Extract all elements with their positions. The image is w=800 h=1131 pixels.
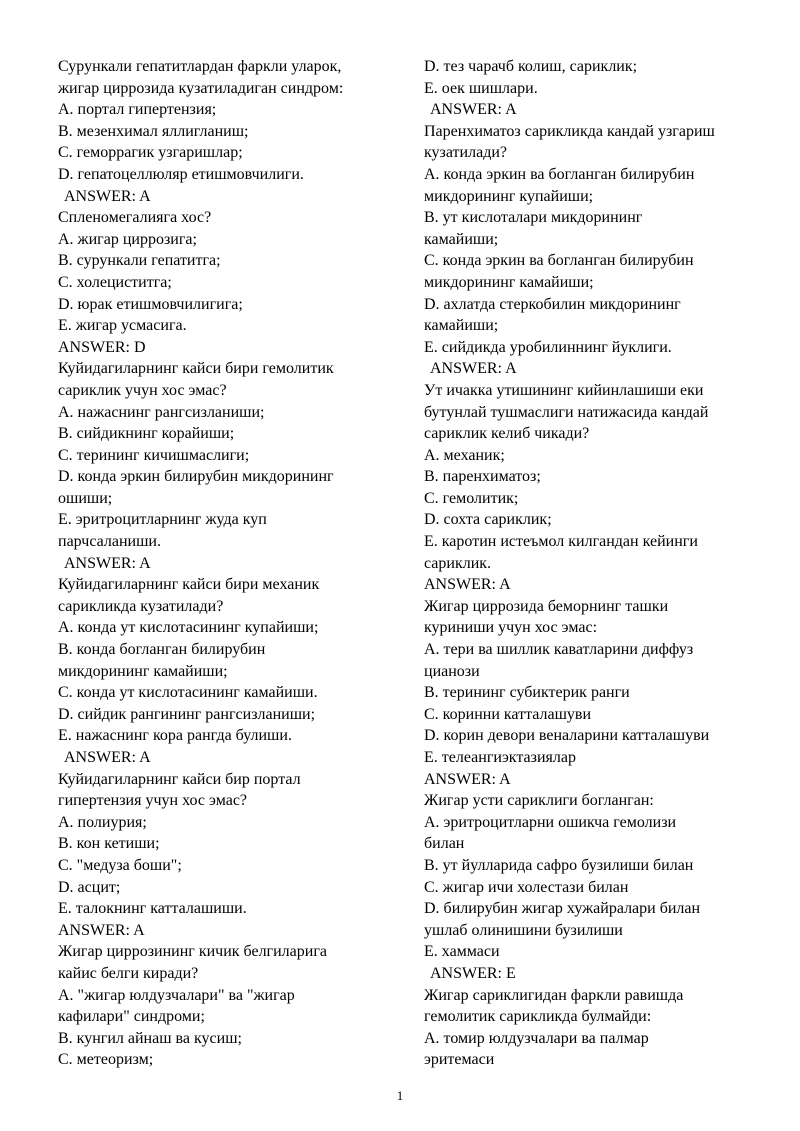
- answer-option: B. паренхиматоз;: [424, 468, 541, 486]
- question-text: Куйидагиларнинг кайси бири гемолитик: [58, 360, 334, 378]
- answer-option: D. гепатоцеллюляр етишмовчилиги.: [58, 165, 304, 183]
- answer-option: E. оек шишлари.: [424, 79, 538, 97]
- question-text: кузатилади?: [424, 144, 507, 162]
- question-text: Куйидагиларнинг кайси бири механик: [58, 576, 320, 594]
- answer-option: D. сийдик рангининг рангсизланиши;: [58, 705, 316, 723]
- answer-option: микдорининг камайиши;: [58, 662, 228, 680]
- answer-option: A. нажаснинг рангсизланиши;: [58, 403, 265, 421]
- answer-option: D. сохта сариклик;: [424, 511, 552, 529]
- answer-option: D. тез чарачб колиш, сариклик;: [424, 58, 638, 75]
- question-text: Спленомегалияга хос?: [58, 209, 212, 227]
- answer-option: A. портал гипертензия;: [58, 101, 217, 119]
- answer-option: парчсаланиши.: [58, 533, 161, 551]
- answer-key: ANSWER: A: [64, 749, 151, 766]
- question-text: гемолитик сарикликда булмайди:: [424, 1008, 652, 1026]
- left-column: [58, 56, 393, 1071]
- answer-option: E. нажаснинг кора рангда булиши.: [58, 727, 292, 745]
- answer-option: A. механик;: [424, 446, 505, 464]
- answer-key: ANSWER: A: [424, 770, 511, 788]
- answer-option: микдорининг купайиши;: [424, 187, 594, 205]
- question-text: куриниши учун хос эмас:: [424, 619, 598, 637]
- page-number: 1: [396, 1088, 404, 1103]
- answer-option: D. билирубин жигар хужайралари билан: [424, 900, 701, 918]
- answer-option: A. полиурия;: [58, 813, 147, 831]
- question-text: сариклик келиб чикади?: [424, 425, 590, 443]
- answer-key: ANSWER: A: [430, 101, 517, 119]
- answer-option: кафилари" синдроми;: [58, 1008, 205, 1026]
- question-text: Жигар циррозида беморнинг ташки: [424, 597, 669, 615]
- answer-option: сариклик.: [424, 554, 492, 572]
- answer-option: C. метеоризм;: [58, 1051, 154, 1069]
- answer-option: камайиши;: [424, 230, 499, 248]
- answer-option: B. терининг субиктерик ранги: [424, 684, 630, 702]
- answer-option: A. томир юлдузчалари ва палмар: [424, 1029, 649, 1047]
- question-text: Куйидагиларнинг кайси бир портал: [58, 770, 301, 788]
- answer-option: C. геморрагик узгаришлар;: [58, 144, 243, 162]
- answer-key: ANSWER: A: [64, 554, 151, 572]
- question-text: Сурункали гепатитлардан фаркли уларок,: [58, 58, 342, 75]
- answer-option: C. гемолитик;: [424, 489, 519, 507]
- answer-option: A. тери ва шиллик каватларини диффуз: [424, 641, 694, 659]
- answer-option: C. конда ут кислотасининг камайиши.: [58, 684, 318, 702]
- question-text: Жигар сариклигидан фаркли равишда: [424, 986, 684, 1004]
- answer-option: B. ут йулларида сафро бузилиши билан: [424, 856, 694, 874]
- answer-option: E. жигар усмасига.: [58, 317, 187, 335]
- answer-option: D. юрак етишмовчилигига;: [58, 295, 243, 313]
- answer-option: B. кунгил айнаш ва кусиш;: [58, 1029, 242, 1047]
- answer-option: E. телеангиэктазиялар: [424, 749, 576, 766]
- answer-option: C. коринни катталашуви: [424, 705, 592, 723]
- answer-option: D. ахлатда стеркобилин микдорининг: [424, 295, 681, 313]
- answer-option: E. каротин истеъмол килгандан кейинги: [424, 533, 698, 551]
- answer-option: E. талокнинг катталашиши.: [58, 900, 247, 918]
- answer-key: ANSWER: E: [430, 964, 516, 982]
- question-text: кайис белги киради?: [58, 964, 199, 982]
- answer-option: A. жигар циррозига;: [58, 230, 197, 248]
- answer-option: E. эритроцитларнинг жуда куп: [58, 511, 267, 529]
- answer-option: D. корин девори веналарини катталашуви: [424, 727, 710, 745]
- answer-key: ANSWER: A: [430, 360, 517, 378]
- answer-option: B. сийдикнинг корайиши;: [58, 425, 235, 443]
- answer-option: цианози: [424, 662, 480, 680]
- answer-option: B. конда богланган билирубин: [58, 641, 266, 659]
- answer-option: B. мезенхимал яллигланиш;: [58, 122, 249, 140]
- answer-key: ANSWER: D: [58, 338, 146, 356]
- answer-option: камайиши;: [424, 317, 499, 335]
- answer-option: C. холециститга;: [58, 273, 172, 291]
- answer-option: A. эритроцитларни ошикча гемолизи: [424, 813, 677, 831]
- question-text: жигар циррозида кузатиладиган синдром:: [58, 79, 344, 97]
- answer-option: C. терининг кичишмаслиги;: [58, 446, 250, 464]
- answer-option: E. хаммаси: [424, 943, 500, 961]
- question-text: гипертензия учун хос эмас?: [58, 792, 248, 810]
- answer-option: D. конда эркин билирубин микдорининг: [58, 468, 334, 486]
- question-text: сарикликда кузатилади?: [58, 597, 224, 615]
- answer-option: B. ут кислоталари микдорининг: [424, 209, 643, 227]
- answer-option: A. конда ут кислотасининг купайиши;: [58, 619, 319, 637]
- answer-key: ANSWER: A: [424, 576, 511, 594]
- answer-option: B. сурункали гепатитга;: [58, 252, 221, 270]
- answer-option: C. конда эркин ва богланган билирубин: [424, 252, 694, 270]
- question-text: Жигар усти сариклиги богланган:: [424, 792, 654, 810]
- question-text: сариклик учун хос эмас?: [58, 381, 227, 399]
- answer-option: эритемаси: [424, 1051, 495, 1069]
- answer-option: E. сийдикда уробилиннинг йуклиги.: [424, 338, 672, 356]
- right-column: [424, 56, 759, 1071]
- answer-option: A. конда эркин ва богланган билирубин: [424, 165, 695, 183]
- answer-option: C. "медуза боши";: [58, 856, 182, 874]
- question-text: бутунлай тушмаслиги натижасида кандай: [424, 403, 709, 421]
- answer-option: билан: [424, 835, 465, 853]
- answer-option: B. кон кетиши;: [58, 835, 160, 853]
- answer-option: ошиши;: [58, 489, 113, 507]
- answer-option: C. жигар ичи холестази билан: [424, 878, 629, 896]
- answer-key: ANSWER: A: [64, 187, 151, 205]
- question-text: Паренхиматоз сарикликда кандай узгариш: [424, 122, 715, 140]
- answer-option: A. "жигар юлдузчалари" ва "жигар: [58, 986, 295, 1004]
- question-text: Ут ичакка утишининг кийинлашиши еки: [424, 381, 704, 399]
- question-text: Жигар циррозининг кичик белгиларига: [58, 943, 327, 961]
- answer-option: ушлаб олинишини бузилиши: [424, 921, 623, 939]
- answer-option: микдорининг камайиши;: [424, 273, 594, 291]
- answer-option: D. асцит;: [58, 878, 121, 896]
- answer-key: ANSWER: A: [58, 921, 145, 939]
